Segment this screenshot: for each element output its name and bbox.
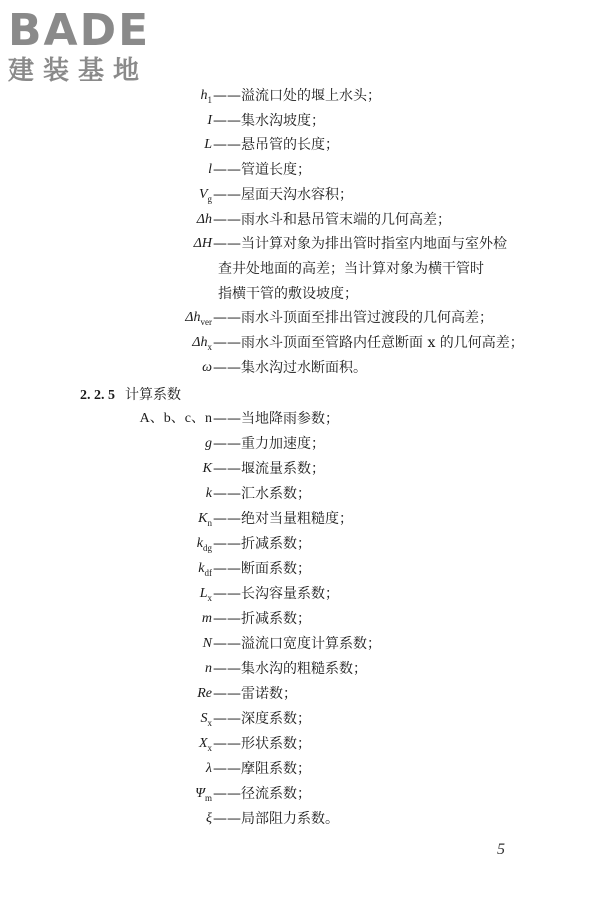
symbol: $L_x$ (199, 586, 212, 603)
symbol-description: ——局部阻力系数。 (213, 811, 339, 827)
symbol: Re (197, 686, 212, 701)
symbol: Δh (196, 211, 212, 227)
symbol: L (204, 137, 212, 153)
section-number: 2. 2. 5 (80, 388, 115, 403)
page-number: 5 (497, 841, 505, 858)
symbol-description-continued: 查井处地面的高差；当计算对象为横干管时 (218, 260, 484, 277)
symbol-description: ——雨水斗顶面至管路内任意断面 x 的几何高差； (213, 335, 524, 351)
symbol-description: ——集水沟坡度； (213, 112, 325, 129)
symbol-description: ——雨水斗顶面至排出管过渡段的几何高差； (213, 310, 493, 327)
section-title: 计算系数 (125, 387, 181, 403)
logo (8, 5, 151, 86)
symbol: $S_x$ (200, 711, 212, 728)
symbol: m (201, 611, 212, 626)
symbol-description: ——雨水斗和悬吊管末端的几何高差； (213, 211, 451, 228)
symbol: $k_{df}$ (198, 561, 212, 578)
symbol-description: ——当地降雨参数； (213, 411, 339, 427)
symbol: $\Psi_m$ (195, 786, 212, 803)
symbol: l (208, 162, 212, 178)
symbol-description: ——屋面天沟水容积； (213, 186, 353, 203)
symbol-description: ——重力加速度； (213, 436, 325, 452)
symbol-description: ——摩阻系数； (213, 761, 311, 777)
symbol: $V_g$ (198, 186, 212, 204)
symbol: ξ (206, 811, 212, 826)
symbol-description: ——径流系数； (213, 786, 311, 802)
logo-brand: BADE (8, 5, 151, 56)
symbol-description: ——堰流量系数； (213, 461, 325, 477)
symbol-description: ——溢流口宽度计算系数； (213, 636, 381, 652)
symbol-description: ——雷诺数； (213, 686, 297, 702)
symbol-description: ——汇水系数； (213, 486, 311, 502)
symbol: A、b、c、n (139, 411, 212, 426)
logo-subtitle: 建装基地 (8, 56, 149, 86)
symbol: ω (202, 359, 212, 375)
symbol-description: ——溢流口处的堰上水头； (213, 88, 381, 104)
symbol: n (205, 661, 212, 676)
symbol: $k_{dg}$ (196, 536, 212, 553)
symbol-description: ——集水沟的粗糙系数； (213, 661, 367, 677)
symbol-description: ——深度系数； (213, 711, 311, 727)
symbol: $K_n$ (198, 511, 212, 528)
symbol-description: ——当计算对象为排出管时指室内地面与室外检 (213, 236, 507, 253)
symbol: λ (205, 761, 212, 776)
section-heading (80, 385, 181, 406)
symbol: $h_1$ (200, 88, 212, 105)
symbol-description: ——折减系数； (213, 536, 311, 552)
symbol-description: ——管道长度； (213, 162, 311, 179)
symbol: I (207, 112, 212, 128)
symbol-description: ——断面系数； (213, 561, 311, 577)
symbol-description: ——长沟容量系数； (213, 586, 339, 602)
symbol-description-continued: 指横干管的敷设坡度； (218, 285, 358, 302)
symbol: $X_x$ (198, 736, 212, 753)
symbol: $\Delta h_x$ (192, 335, 212, 352)
symbol-description: ——形状系数； (213, 736, 311, 752)
symbol: k (205, 486, 212, 501)
symbol-description: ——集水沟过水断面积。 (213, 359, 367, 376)
symbol-description: ——折减系数； (213, 611, 311, 627)
symbol-description: ——悬吊管的长度； (213, 137, 339, 154)
symbol: N (202, 636, 212, 651)
symbol: g (205, 436, 212, 451)
symbol: K (202, 461, 212, 476)
symbol-description: ——绝对当量粗糙度； (213, 511, 353, 527)
symbol: ΔH (193, 236, 212, 252)
symbol: $\Delta h_{ver}$ (185, 310, 212, 328)
